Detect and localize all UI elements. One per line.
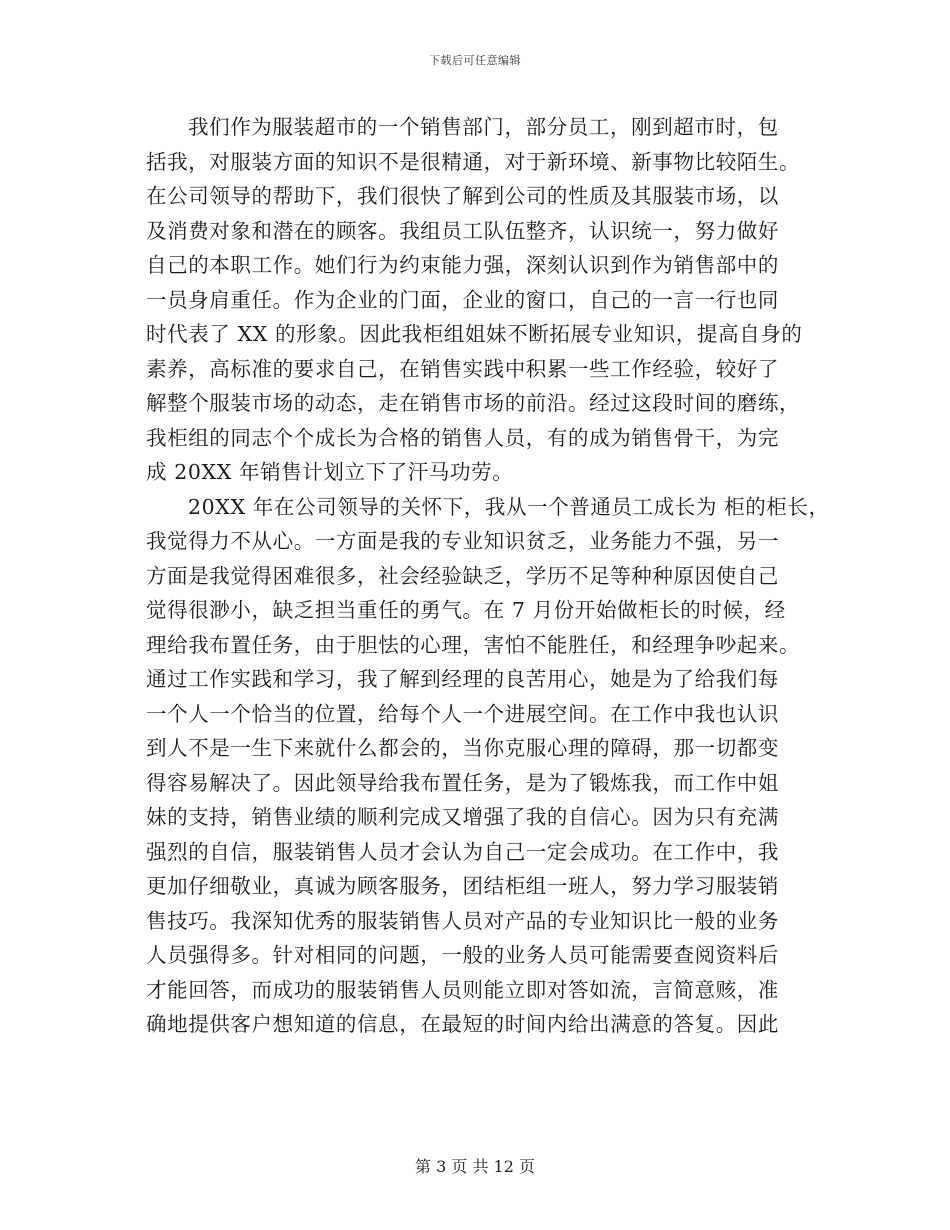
text-line: 更加仔细敬业，真诚为顾客服务，团结柜组一班人，努力学习服装销 bbox=[146, 874, 779, 898]
text-line: 售技巧。我深知优秀的服装销售人员对产品的专业知识比一般的业务 bbox=[146, 908, 779, 933]
text-line: 自己的本职工作。她们行为约束能力强，深刻认识到作为销售部中的 bbox=[146, 253, 779, 277]
text-line: 括我，对服装方面的知识不是很精通，对于新环境、新事物比较陌生。 bbox=[146, 149, 801, 174]
page-footer: 第 3 页 共 12 页 bbox=[415, 1157, 535, 1176]
page-header: 下载后可任意编辑 bbox=[429, 54, 521, 67]
text-line: 在公司领导的帮助下，我们很快了解到公司的性质及其服装市场，以 bbox=[146, 184, 779, 208]
text-line: 到人不是一生下来就什么都会的，当你克服心理的障碍，那一切都变 bbox=[146, 736, 779, 760]
text-line: 才能回答，而成功的服装销售人员则能立即对答如流，言简意赅，准 bbox=[146, 977, 779, 1002]
text-line: 强烈的自信，服装销售人员才会认为自己一定会成功。在工作中，我 bbox=[146, 839, 779, 864]
text-line: 一员身肩重任。作为企业的门面，企业的窗口，自己的一言一行也同 bbox=[146, 287, 779, 312]
text-line: 方面是我觉得困难很多，社会经验缺乏，学历不足等种种原因使自己 bbox=[146, 563, 779, 588]
text-line: 我们作为服装超市的一个销售部门，部分员工，刚到超市时，包 bbox=[188, 115, 779, 139]
text-line: 解整个服装市场的动态，走在销售市场的前沿。经过这段时间的磨练， bbox=[146, 391, 801, 415]
text-line: 20XX 年在公司领导的关怀下，我从一个普通员工成长为 柜的柜长， bbox=[188, 494, 830, 519]
text-line: 得容易解决了。因此领导给我布置任务，是为了锻炼我，而工作中姐 bbox=[146, 770, 779, 795]
text-line: 确地提供客户想知道的信息，在最短的时间内给出满意的答复。因此 bbox=[146, 1012, 779, 1036]
text-line: 妹的支持，销售业绩的顺利完成又增强了我的自信心。因为只有充满 bbox=[146, 805, 779, 829]
text-line: 成 20XX 年销售计划立下了汗马功劳。 bbox=[146, 460, 514, 484]
text-line: 我柜组的同志个个成长为合格的销售人员，有的成为销售骨干，为完 bbox=[146, 425, 779, 450]
text-line: 时代表了 XX 的形象。因此我柜组姐妹不断拓展专业知识，提高自身的 bbox=[146, 322, 803, 346]
text-line: 一个人一个恰当的位置，给每个人一个进展空间。在工作中我也认识 bbox=[146, 701, 779, 726]
text-line: 人员强得多。针对相同的问题，一般的业务人员可能需要查阅资料后 bbox=[146, 943, 779, 967]
text-line: 及消费对象和潜在的顾客。我组员工队伍整齐，认识统一，努力做好 bbox=[146, 218, 779, 243]
text-line: 我觉得力不从心。一方面是我的专业知识贫乏，业务能力不强，另一 bbox=[146, 529, 779, 553]
text-line: 通过工作实践和学习，我了解到经理的良苦用心，她是为了给我们每 bbox=[146, 667, 779, 691]
text-line: 觉得很渺小，缺乏担当重任的勇气。在 7 月份开始做柜长的时候，经 bbox=[146, 598, 786, 622]
text-line: 理给我布置任务，由于胆怯的心理，害怕不能胜任，和经理争吵起来。 bbox=[146, 632, 801, 657]
text-line: 素养，高标准的要求自己，在销售实践中积累一些工作经验，较好了 bbox=[146, 356, 779, 381]
